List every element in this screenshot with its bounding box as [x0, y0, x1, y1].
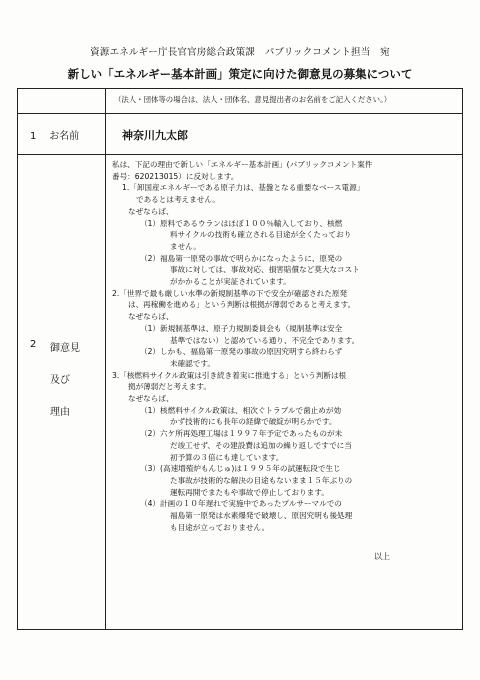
opinion-form-table — [17, 88, 463, 630]
body-line: 拠が薄弱だと考えます。 — [128, 382, 211, 392]
document-title: 新しい「エネルギー基本計画」策定に向けた御意見の募集について — [67, 67, 413, 81]
body-line: ません。 — [170, 241, 201, 251]
name-label-cell — [18, 114, 106, 155]
opinion-label-cell — [18, 155, 106, 630]
body-line: 2.「世界で最も厳しい水準の新規制基準の下で安全が確認された原発 — [112, 288, 348, 298]
body-line: も目途が立っておりません。 — [170, 522, 270, 532]
opinion-label-2: 及び — [50, 375, 70, 386]
opinion-label-3: 理由 — [50, 407, 70, 418]
opinion-label-1: 御意見 — [50, 343, 80, 354]
body-line: 番号：620213015）に反対します。 — [112, 171, 239, 181]
body-line: （1）新規制基準は、原子力規制委員会も（規制基準は安全 — [140, 323, 343, 333]
body-line: かず技術的にも長年の経緯で破綻が明らかです。 — [170, 417, 337, 427]
body-line: 事故に対しては、事故対応、損害賠償など莫大なコスト — [170, 265, 360, 275]
body-line: 3.「核燃料サイクル政策は引き続き着実に推進する」という判断は根 — [112, 370, 347, 380]
note-cell — [106, 89, 463, 114]
body-line: なぜならば、 — [128, 394, 174, 404]
body-line: （2）六ケ所再処理工場は１９９７年予定であったものが未 — [140, 429, 343, 439]
body-line: （2）しかも、福島第一原発の事故の原因究明すら終わらず — [140, 347, 343, 357]
body-line: 未確認です。 — [170, 358, 215, 368]
row-number-1: 1 — [30, 131, 37, 142]
note-blank-cell — [18, 89, 106, 114]
body-line: （2）福島第一原発の事故で明らかになったように、原発の — [140, 253, 343, 263]
recipient-line: 資源エネルギー庁長官官房総合政策課 パブリックコメント担当 宛 — [90, 47, 390, 58]
body-line: なぜならば、 — [128, 206, 174, 216]
body-line: （1）核燃料サイクル政策は、相次ぐトラブルで歯止めが効 — [140, 405, 342, 415]
body-line: 基準ではない）と認めている通り、不完全であります。 — [170, 335, 360, 345]
body-line: （1）原料であるウランはほぼ１００％輸入しており、核燃 — [140, 218, 343, 228]
body-line: 料サイクルの技術も確立される目途が全くたっており — [170, 230, 352, 240]
body-line: た事故が技術的な解決の目途もないまま１５年ぶりの — [170, 475, 353, 485]
body-line: だ竣工せず、その建設費は追加の繰り返しですでに当 — [170, 440, 352, 450]
name-label: お名前 — [49, 131, 80, 142]
name-value: 神奈川九太郎 — [122, 129, 188, 142]
body-line: 福島第一原発は水素爆発で破壊し、原因究明も後処理 — [170, 511, 353, 521]
body-line: がかかることが実証されています。 — [170, 277, 291, 287]
body-line: 私は、下記の理由で新しい「エネルギー基本計画」(パブリックコメント案件 — [112, 160, 373, 169]
closing-ijou: 以上 — [374, 552, 390, 561]
body-line: 運転再開でまたもや事故で停止しております。 — [170, 487, 329, 497]
body-line: 初予算の３倍にも達しています。 — [170, 452, 284, 462]
body-line: なぜならば、 — [128, 312, 174, 322]
body-line: であるとは考えません。 — [136, 195, 220, 205]
body-line: は、再稼働を進める」という判断は根拠が薄弱であると考えます。 — [128, 300, 356, 310]
body-line: （3）(高速増殖炉もんじゅ)は１９９５年の試運転段で生じ — [140, 464, 341, 474]
opinion-body-cell[interactable] — [106, 155, 463, 630]
note-text: （法人・団体等の場合は、法人・団体名、意見提出者のお名前をご記入ください。） — [114, 95, 392, 104]
name-field[interactable] — [106, 114, 463, 155]
body-line: 1.「卸国産エネルギーである原子力は、基盤となる重要なベース電源」 — [122, 183, 365, 193]
row-number-2: 2 — [30, 339, 37, 350]
body-line: （4）計画の１０年遅れで実施中であったプルサーマルでの — [140, 499, 342, 509]
